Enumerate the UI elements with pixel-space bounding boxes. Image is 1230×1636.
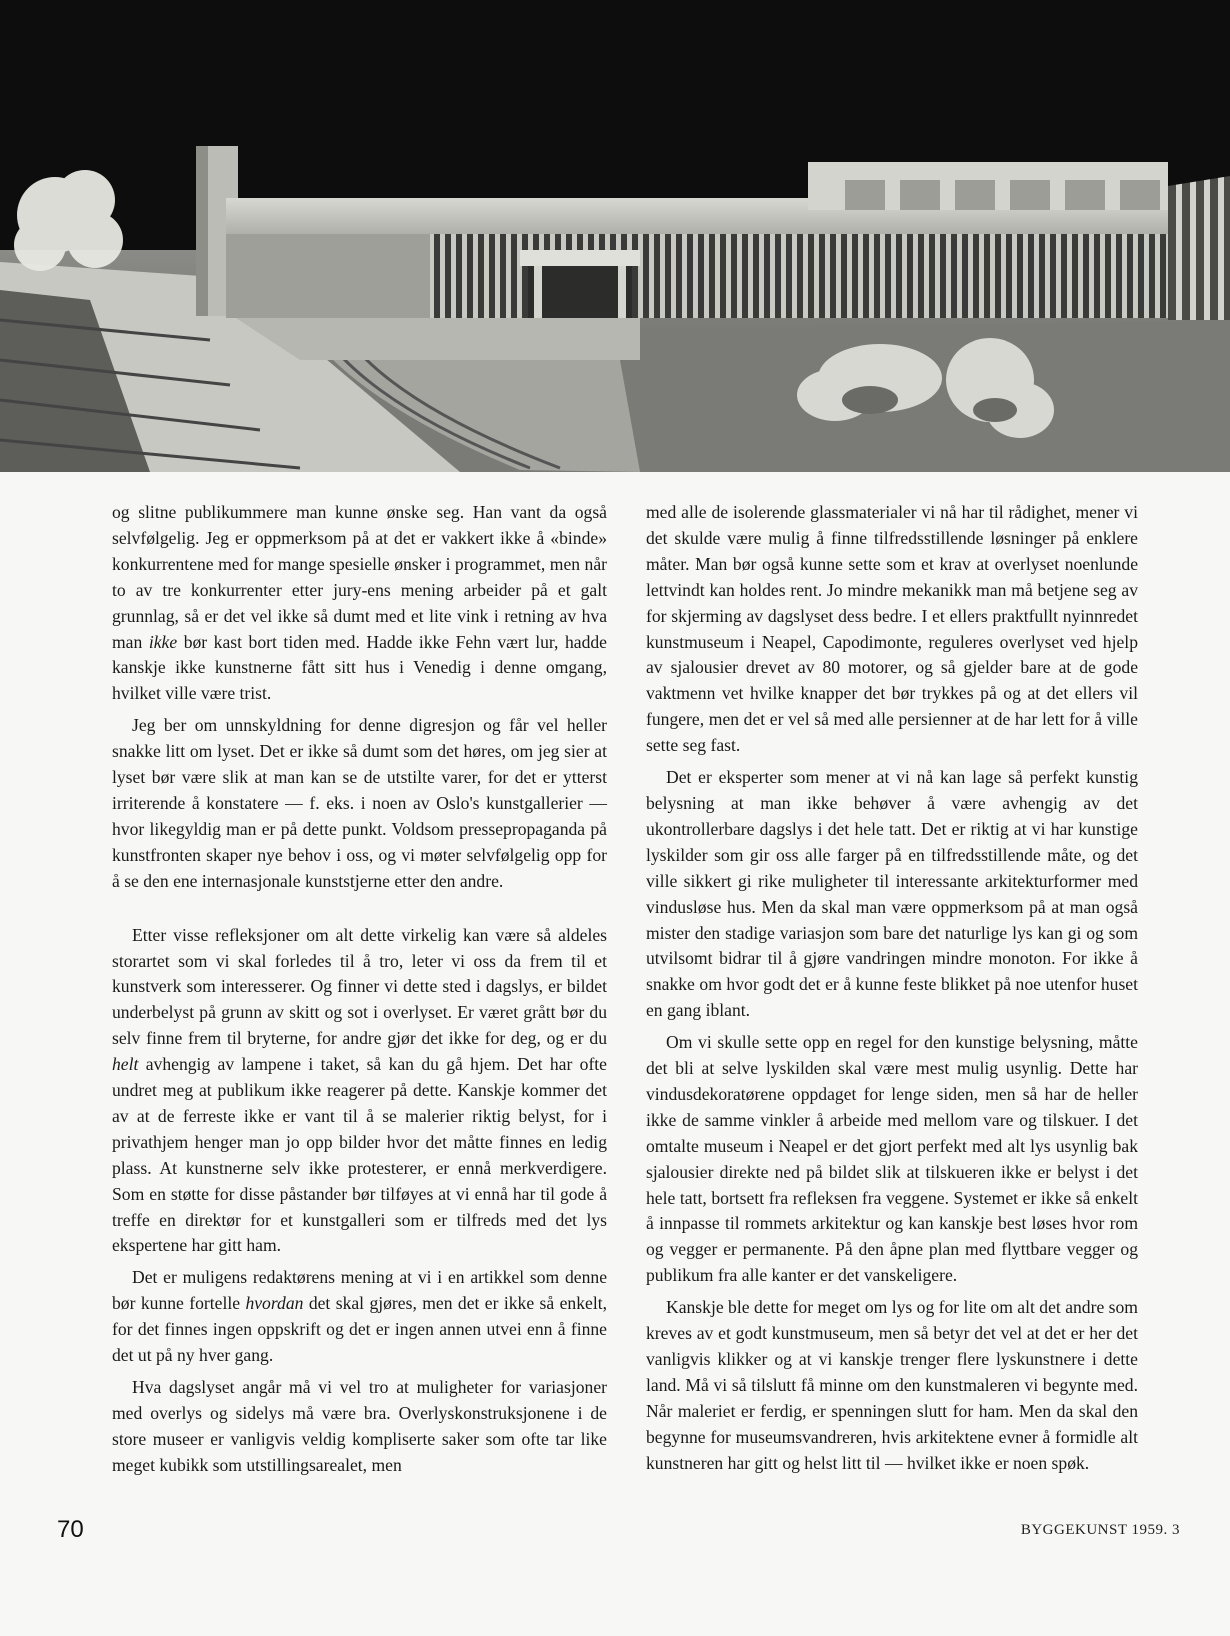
- emphasis: ikke: [148, 631, 178, 652]
- text: bør kast bort tiden med. Hadde ikke Fehn vært lur, hadde kanskje ikke kunstnerne fått sitt hus i Venedig i denne omgang, hvilket ville være trist.: [112, 631, 607, 704]
- text: Det er muligens redaktørens mening at vi i en artikkel som denne bør kunne fortelle: [112, 1267, 607, 1314]
- paragraph: Det er eksperter som mener at vi nå kan lage så perfekt kunstig belysning at man ikke behøver å være avhengig av det ukontrollerbare dagslys i det hele tatt. Det er riktig at vi har kunstige lyskilder som gir oss alle farger på en tilfredsstillende måte, og det ville sikkert gi rike muligheter til interessante arkitekturformer med vindusløse hus. Men da skal man være oppmerksom på at man også mister den stadige variasjon som bare det naturlige lys kan gi og som utvilsomt bidrar til å gjøre vandringen mindre monoton. For ikke å snakke om hvor godt det er å kunne feste blikket på noe utenfor huset en gang iblant.: [646, 767, 1138, 1021]
- emphasis: helt: [112, 1054, 139, 1075]
- text: det skal gjøres, men det er ikke så enkelt, for det finnes ingen oppskrift og det er ingen annen utvei enn å finne det ut på ny hver gang.: [112, 1293, 607, 1366]
- paragraph: Kanskje ble dette for meget om lys og for lite om alt det andre som kreves av et godt kunstmuseum, men så betyr det vel at det er her det vanligvis klikker og at vi kanskje trenger flere lyskunstnere i dette land. Må vi så tilslutt få minne om den kunstmaleren vi begynte med. Når maleriet er ferdig, er spenningen slutt for ham. Men da skal den begynne for museumsvandreren, hvis arkitektene evner å formidle alt kunstneren har gitt og helst litt til — hvilket ikke er noen spøk.: [646, 1297, 1138, 1473]
- architectural-model-photo: [0, 0, 1230, 472]
- article-body: [0, 500, 1230, 1520]
- text: Etter visse refleksjoner om alt dette virkelig kan være så aldeles storartet som vi skal forledes til å tro, leter vi oss da frem til et kunstverk som interesserer. Og finner vi dette sted i dagslys, er bildet underbelyst på grunn av skitt og sot i overlyset. Er været grått bør du selv finne frem til bryterne, for andre gjør det ikke for deg, og er du: [112, 924, 607, 1049]
- paragraph: Om vi skulle sette opp en regel for den kunstige belysning, måtte det bli at selve lyskilden skal være mest mulig usynlig. Dette har vindusdekoratørene oppdaget for lenge siden, men så har de heller ikke de samme vinkler å arbeide med mellom vare og tilskuer. I det omtalte museum i Neapel er det gjort perfekt med alt lys usynlig bak sjalousier direkte ned på bildet slik at tilskueren ikke er belyst i det hele tatt, bortsett fra refleksen fra veggene. Systemet er ikke så enkelt å innpasse til rommets arkitektur og kan kanskje best løses hvor rom og vegger er permanente. På den åpne plan med flyttbare vegger og publikum fra alle kanter er det vanskeligere.: [646, 1032, 1138, 1286]
- paragraph: [112, 923, 607, 1260]
- paragraph: Hva dagslyset angår må vi vel tro at muligheter for variasjoner med overlys og sidelys må være bra. Overlyskonstruksjonene i de store museer er vanligvis veldig kompliserte saker som ofte tar like meget kubikk som utstillingsarealet, men: [112, 1377, 607, 1475]
- text: og slitne publikummere man kunne ønske seg. Han vant da også selvfølgelig. Jeg er oppmerksom på at det er vakkert ikke å «binde» konkurrentene med for mange spesielle ønsker i programmet, men når to av tre konkurrenter etter jury-ens mening arbeider på et galt grunnlag, så er det vel ikke så dumt med et lite vink i retning av hva man: [112, 502, 607, 652]
- model-illustration: [0, 0, 1230, 472]
- emphasis: hvordan: [245, 1293, 304, 1314]
- paragraph: Jeg ber om unnskyldning for denne digresjon og får vel heller snakke litt om lyset. Det er ikke så dumt som det høres, om jeg sier at lyset bør være slik at man kan se de utstilte varer, for det er ytterst irriterende å konstatere — f. eks. i noen av Oslo's kunstgallerier — hvor likegyldig man er på dette punkt. Voldsom pressepropaganda på kunstfronten skaper nye behov i oss, og vi møter selvfølgelig opp for å se den ene internasjonale kunststjerne etter den andre.: [112, 715, 607, 891]
- journal-reference: BYGGEKUNST 1959. 3: [1020, 1522, 1180, 1538]
- left-column: [112, 500, 607, 1485]
- paragraph: [112, 1265, 607, 1369]
- text: avhengig av lampene i taket, så kan du gå hjem. Det har ofte undret meg at publikum ikke reagerer på dette. Kanskje kommer det av at de ferreste ikke er vant til å se malerier riktig belyst, for i privathjem henger man jo opp bilder hvor det måtte finnes en ledig plass. At kunstnerne selv ikke protesterer, er ennå merkverdigere. Som en støtte for disse påstander bør tilføyes at vi ennå har til gode å treffe en direktør for et kunstgalleri som er tilfreds med det lys ekspertene har gitt ham.: [112, 1054, 607, 1256]
- right-column: [646, 500, 1138, 1483]
- paragraph: [112, 500, 607, 707]
- page-number: 70: [57, 1516, 84, 1543]
- paragraph: med alle de isolerende glassmaterialer vi nå har til rådighet, mener vi det skulde være mulig å finne tilfredsstillende løsninger på enklere måter. Man bør også kunne sette som et krav at overlyset noenlunde lettvindt kan holdes rent. Jo mindre mekanikk man må betjene seg av for skjerming av dagslyset dess bedre. I et ellers praktfullt nyinnredet kunstmuseum i Neapel, Capodimonte, reguleres overlyset ved hjelp av sjalousier drevet av 80 motorer, og så gjelder bare at de gode vaktmenn vet hvilke knapper det bør trykkes på og at det ellers vil fungere, men det er vel så med alle persienner at de har lett for å ville sette seg fast.: [646, 502, 1138, 756]
